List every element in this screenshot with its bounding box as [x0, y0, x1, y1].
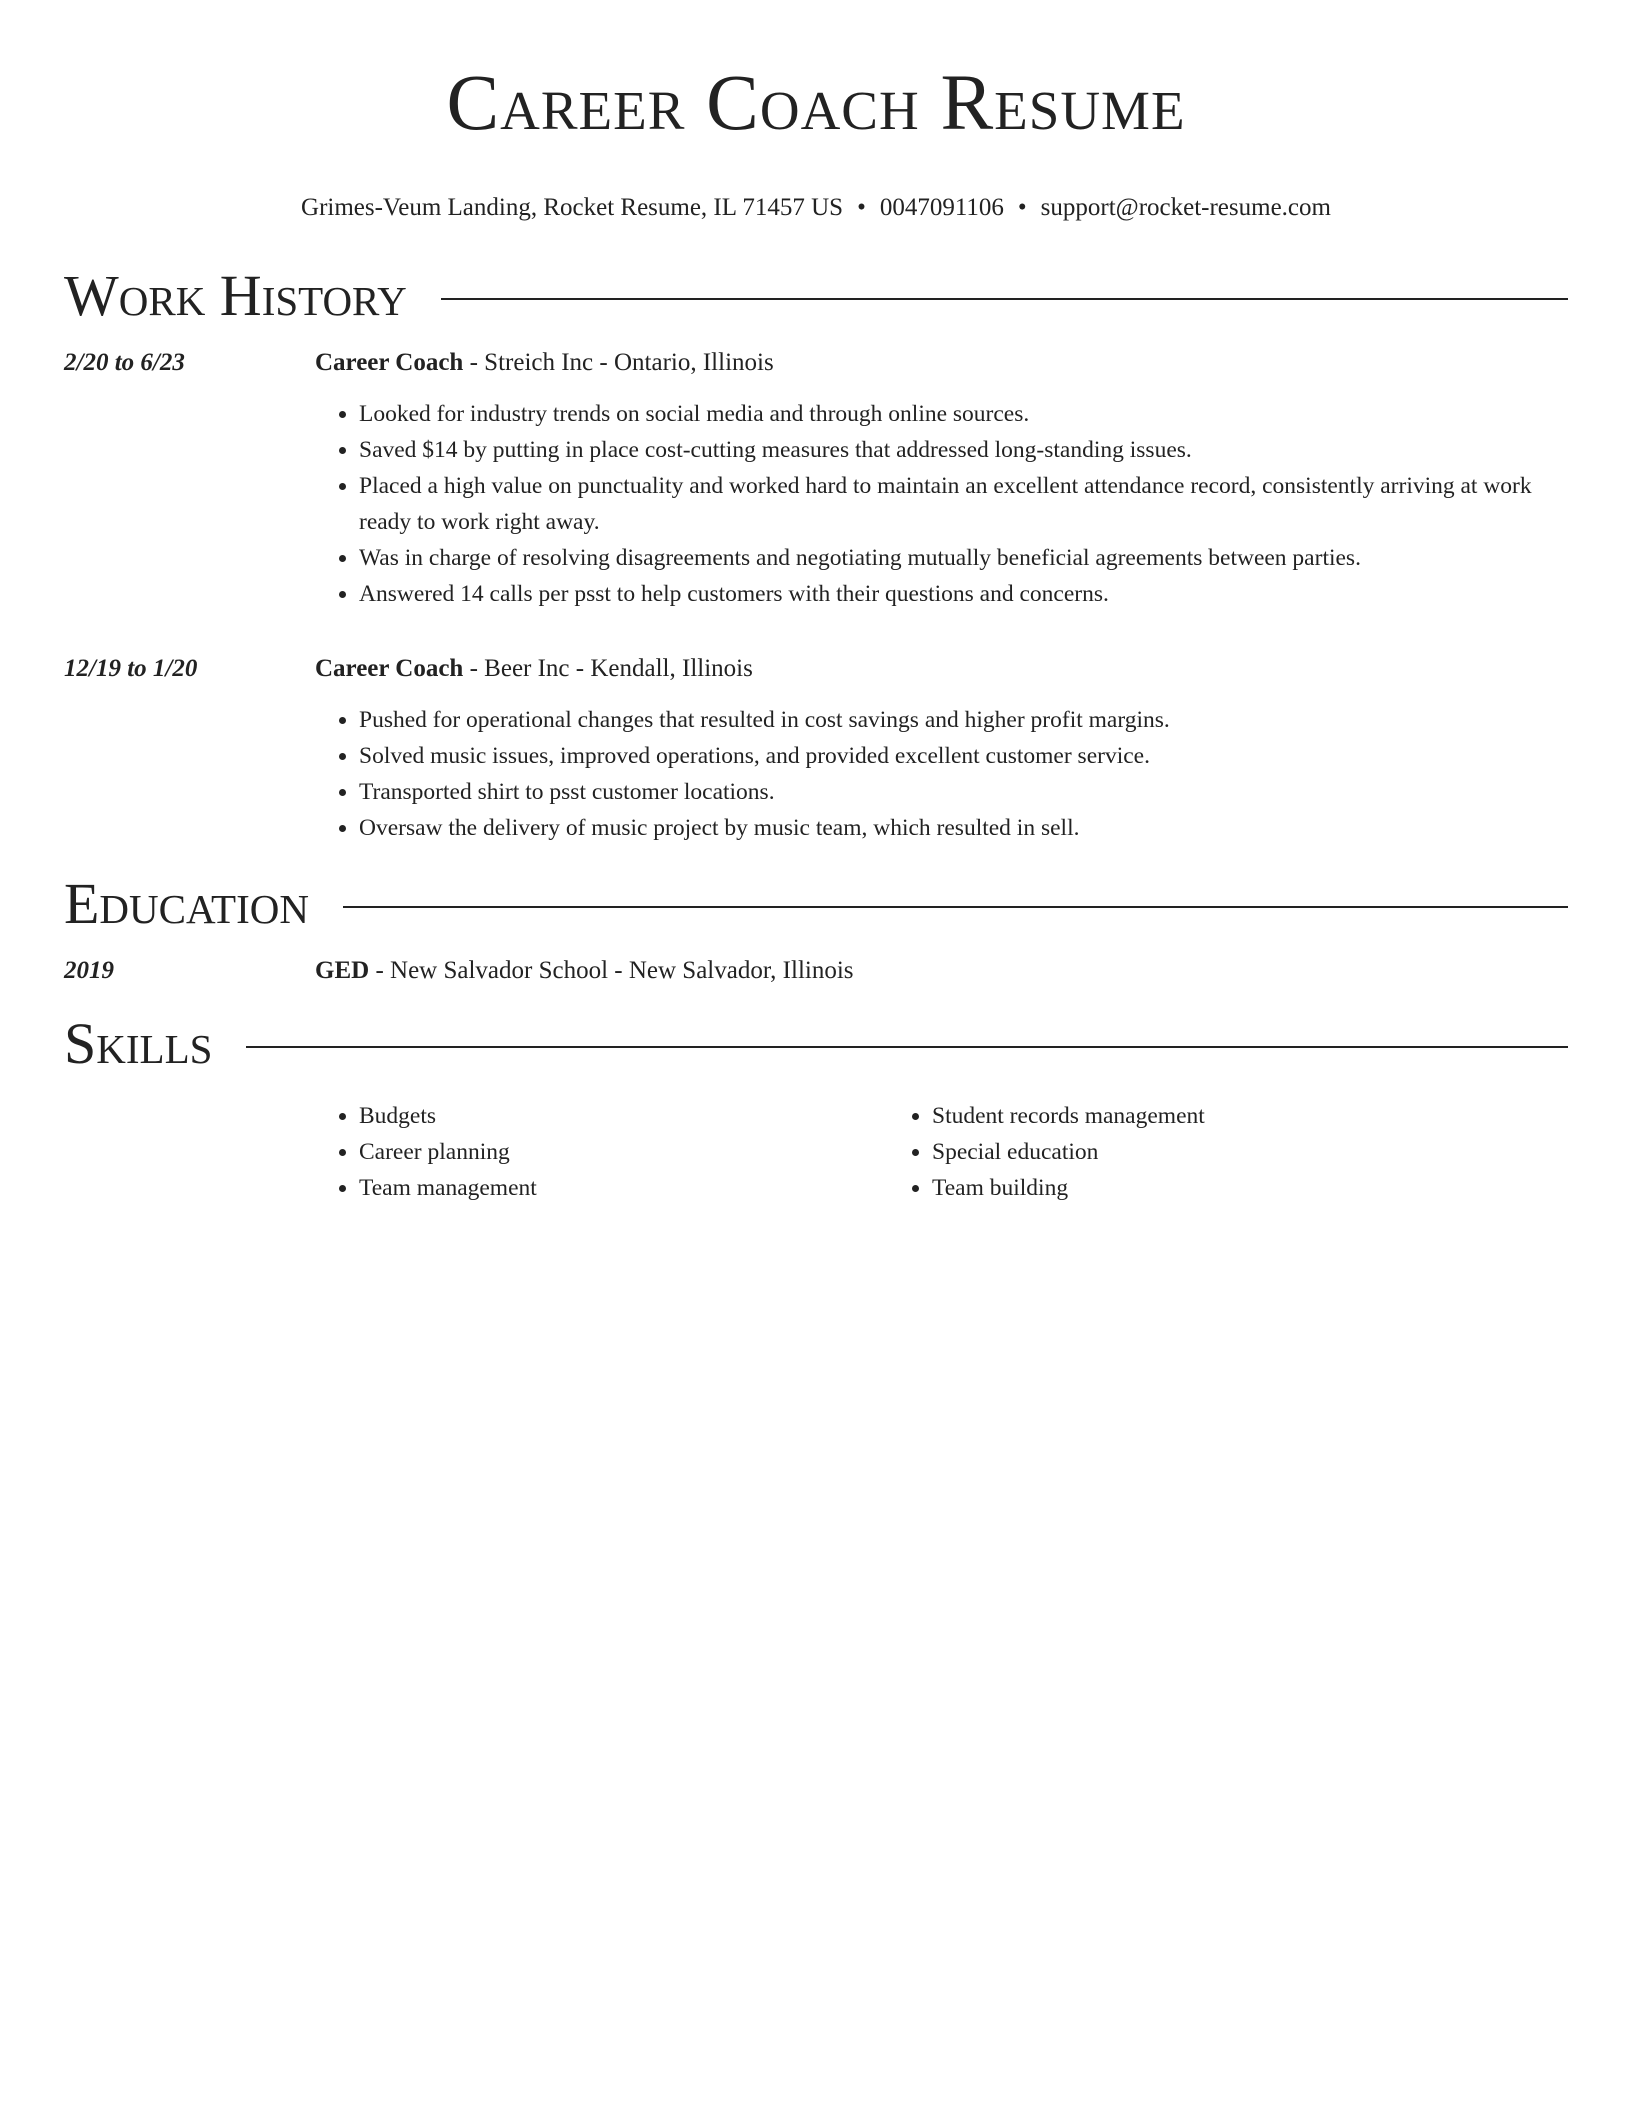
education-year: 2019: [64, 957, 114, 984]
work-history-heading: Work History: [64, 263, 407, 328]
job-bullet: • Answered 14 calls per psst to help customers with their questions and concerns.: [359, 576, 1568, 612]
job-dates: 2/20 to 6/23: [64, 349, 185, 376]
skill-item: • Team management: [359, 1170, 888, 1206]
job-details: - Beer Inc - Kendall, Illinois: [463, 655, 753, 682]
education-heading-line: [315, 954, 1568, 988]
education-body: [315, 954, 1568, 988]
education-header: [64, 872, 1568, 936]
contact-line: [64, 192, 1568, 224]
job-bullet: • Placed a high value on punctuality and worked hard to maintain an excellent attendance record, consistently arriving at work ready to work right away.: [359, 468, 1568, 540]
work-history-header: [64, 264, 1568, 328]
contact-address: Grimes-Veum Landing, Rocket Resume, IL 71457 US: [301, 194, 844, 221]
section-divider: [343, 906, 1568, 908]
section-divider: [441, 298, 1568, 300]
contact-phone: 0047091106: [879, 194, 1004, 221]
job-dates: 12/19 to 1/20: [64, 655, 198, 682]
job-bullets: [315, 702, 1568, 846]
resume-title: Career Coach Resume: [446, 60, 1186, 147]
skill-item: • Student records management: [932, 1098, 1461, 1134]
skill-item: • Career planning: [359, 1134, 888, 1170]
job-bullet: • Transported shirt to psst customer locations.: [359, 774, 1568, 810]
contact-separator: •: [1017, 194, 1027, 221]
job-heading: [315, 346, 1568, 380]
skills-header: [64, 1012, 1568, 1076]
skill-item: • Team building: [932, 1170, 1461, 1206]
job-bullet: • Pushed for operational changes that resulted in cost savings and higher profit margins.: [359, 702, 1568, 738]
skills-list: [64, 1098, 1568, 1206]
education-heading: Education: [64, 871, 309, 936]
section-divider: [246, 1046, 1568, 1048]
contact-email: support@rocket-resume.com: [1040, 194, 1331, 221]
job-details: - Streich Inc - Ontario, Illinois: [463, 349, 774, 376]
job-bullets: [315, 396, 1568, 612]
job-bullet: • Oversaw the delivery of music project by music team, which resulted in sell.: [359, 810, 1568, 846]
job-bullet: • Saved $14 by putting in place cost-cutting measures that addressed long-standing issues.: [359, 432, 1568, 468]
job-heading: [315, 652, 1568, 686]
skill-item: • Budgets: [359, 1098, 888, 1134]
job-entry: [64, 346, 1568, 612]
job-bullet: • Solved music issues, improved operations, and provided excellent customer service.: [359, 738, 1568, 774]
education-entry: [64, 954, 1568, 988]
job-role: Career Coach: [315, 349, 464, 376]
education-details: - New Salvador School - New Salvador, Illinois: [369, 957, 854, 984]
job-bullet: • Was in charge of resolving disagreements and negotiating mutually beneficial agreements between parties.: [359, 540, 1568, 576]
education-degree: GED: [315, 957, 370, 984]
job-entry: [64, 652, 1568, 846]
job-body: [315, 346, 1568, 612]
skills-column-right: [888, 1098, 1461, 1206]
job-bullet: • Looked for industry trends on social media and through online sources.: [359, 396, 1568, 432]
contact-separator: •: [857, 194, 866, 221]
skill-item: • Special education: [932, 1134, 1461, 1170]
job-body: [315, 652, 1568, 846]
skills-heading: Skills: [64, 1011, 213, 1076]
job-role: Career Coach: [315, 655, 464, 682]
skills-column-left: [315, 1098, 888, 1206]
